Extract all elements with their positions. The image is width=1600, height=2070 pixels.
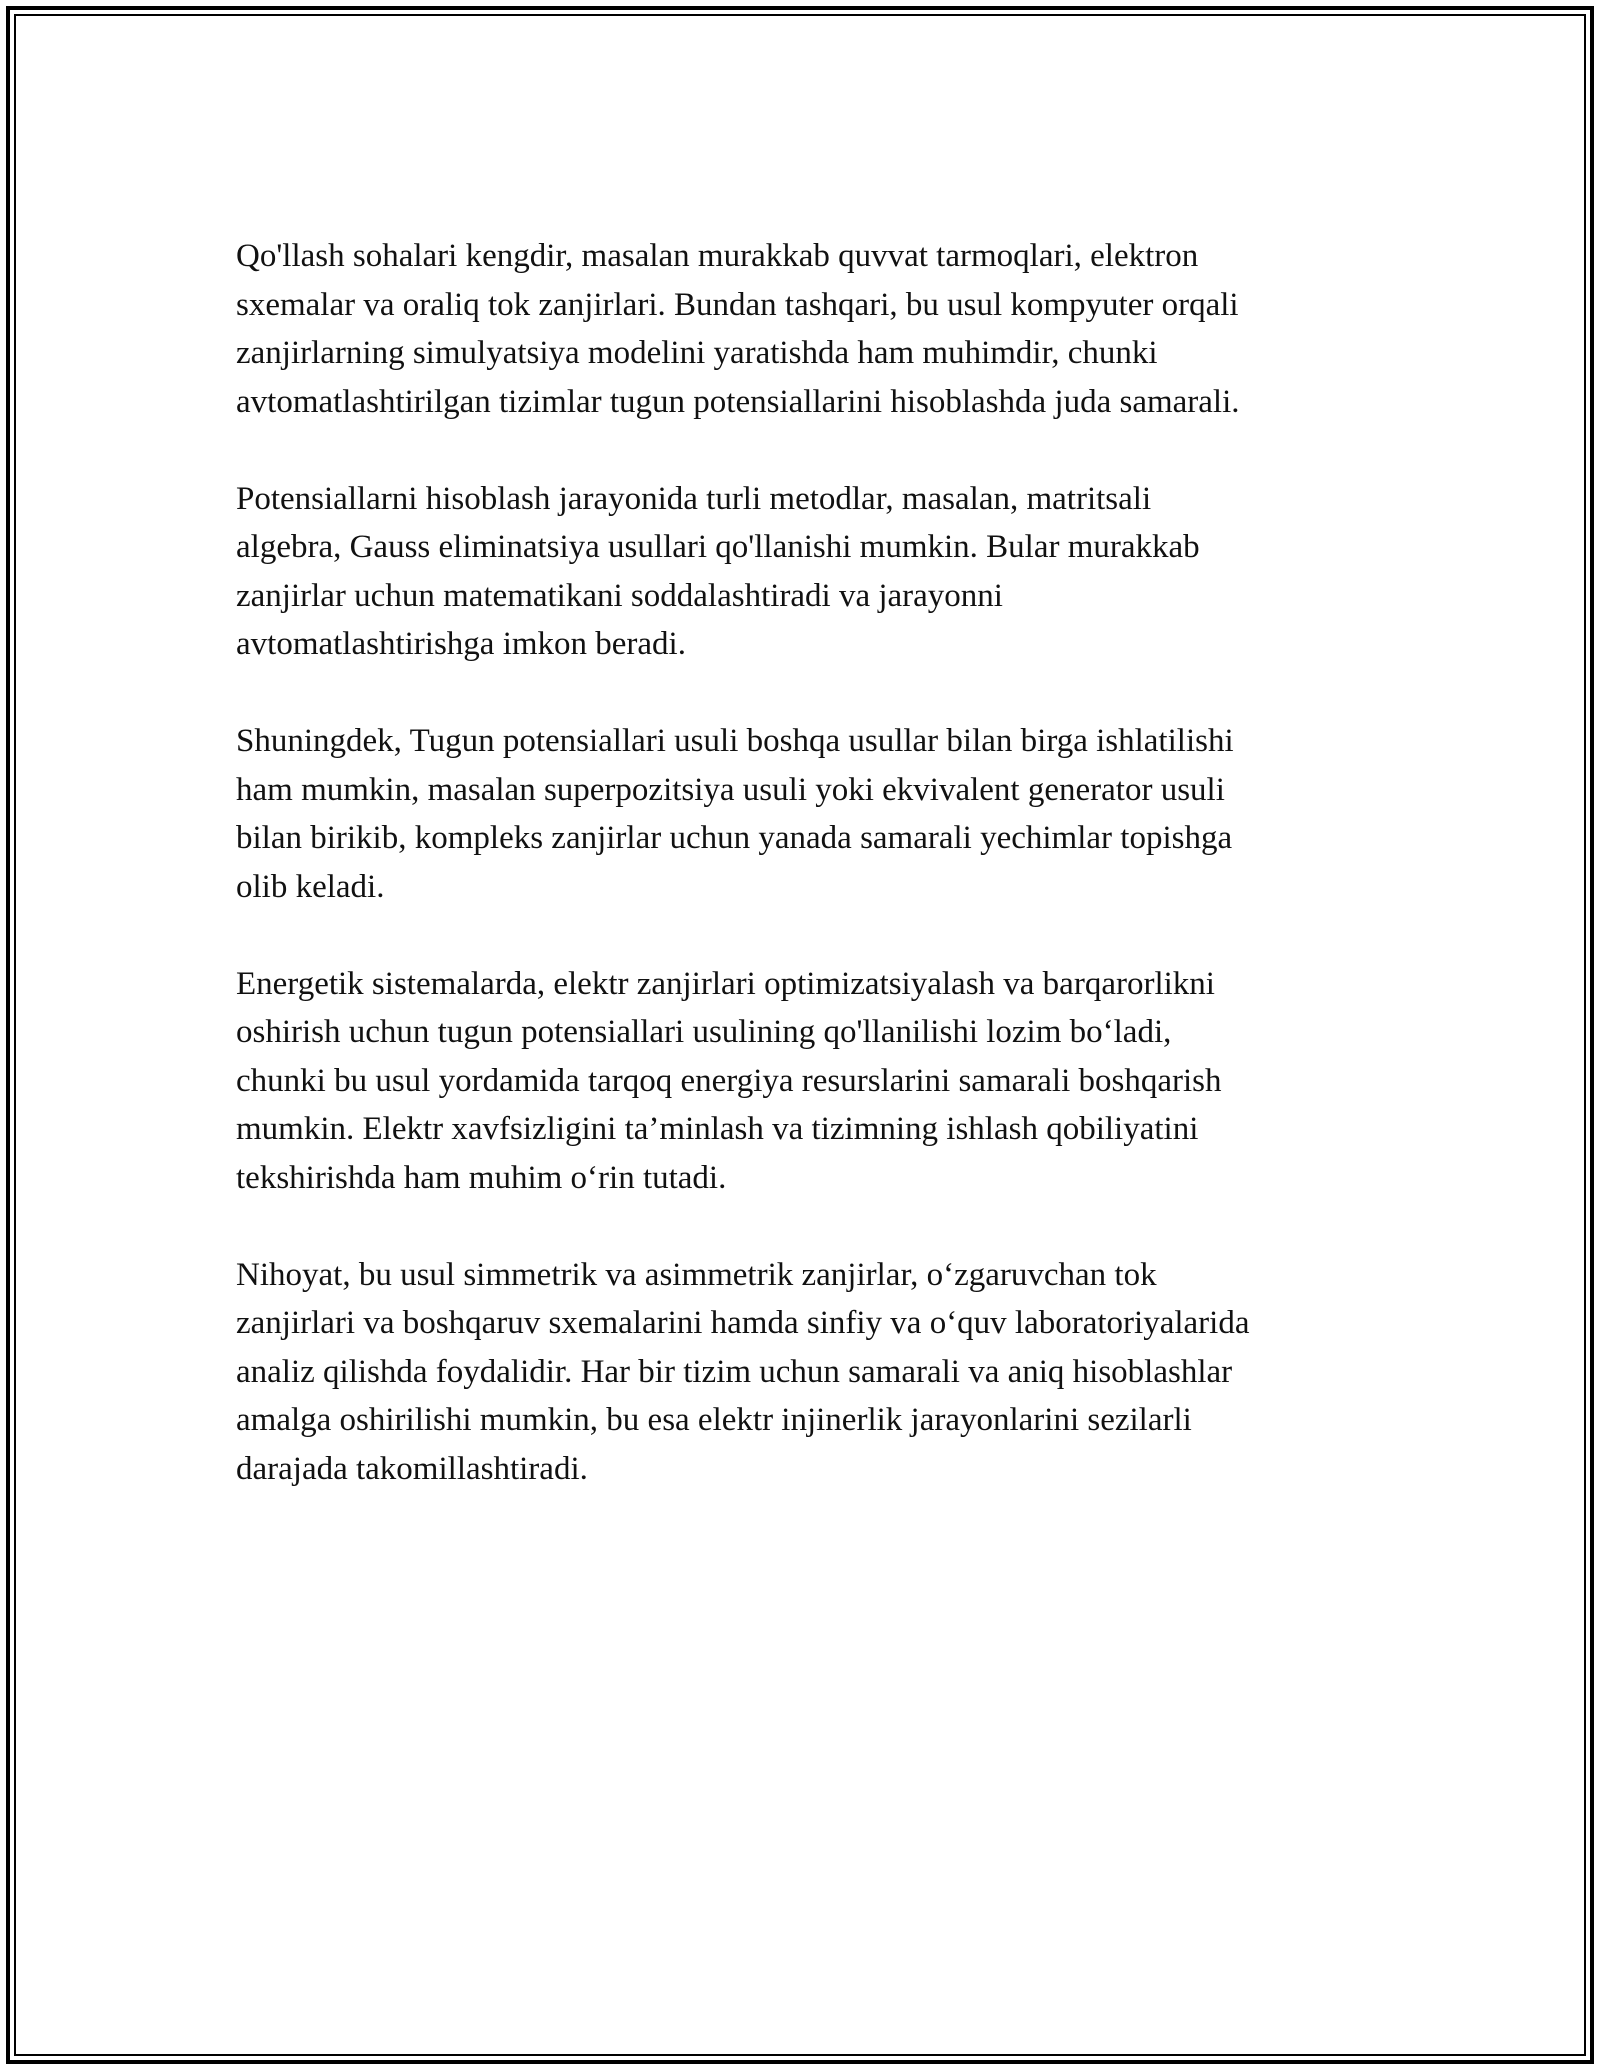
text-line: Qo'llash sohalari kengdir, masalan murakkab quvvat tarmoqlari, elektron xyxy=(236,238,1199,274)
paragraph-1 xyxy=(236,232,1376,426)
text-line: zanjirlari va boshqaruv sxemalarini hamda sinfiy va o‘quv laboratoriyalarida xyxy=(236,1305,1250,1341)
text-line: avtomatlashtirilgan tizimlar tugun potensiallarini hisoblashda juda samarali. xyxy=(236,383,1240,420)
text-line: algebra, Gauss eliminatsiya usullari qo'llanishi mumkin. Bular murakkab xyxy=(236,529,1200,565)
text-line: amalga oshirilishi mumkin, bu esa elektr injinerlik jarayonlarini sezilarli xyxy=(236,1402,1192,1438)
text-line: zanjirlarning simulyatsiya modelini yaratishda ham muhimdir, chunki xyxy=(236,335,1158,371)
text-line: chunki bu usul yordamida tarqoq energiya resurslarini samarali boshqarish xyxy=(236,1062,1222,1099)
text-line: sxemalar va oraliq tok zanjirlari. Bundan tashqari, bu usul kompyuter orqali xyxy=(236,286,1239,323)
text-line: bilan birikib, kompleks zanjirlar uchun yanada samarali yechimlar topishga xyxy=(236,820,1233,856)
text-line: ham mumkin, masalan superpozitsiya usuli yoki ekvivalent generator usuli xyxy=(236,771,1225,808)
text-line: avtomatlashtirishga imkon beradi. xyxy=(236,626,686,662)
text-line: darajada takomillashtiradi. xyxy=(236,1450,588,1487)
text-line: Nihoyat, bu usul simmetrik va asimmetrik zanjirlar, o‘zgaruvchan tok xyxy=(236,1256,1157,1293)
text-line: oshirish uchun tugun potensiallari usulining qo'llanilishi lozim bo‘ladi, xyxy=(236,1014,1172,1050)
text-line: zanjirlar uchun matematikani soddalashtiradi va jarayonni xyxy=(236,577,1003,614)
text-line: olib keladi. xyxy=(236,868,385,905)
text-line: Energetik sistemalarda, elektr zanjirlari optimizatsiyalash va barqarorlikni xyxy=(236,965,1215,1002)
paragraph-3 xyxy=(236,717,1376,911)
text-line: Potensiallarni hisoblash jarayonida turli metodlar, masalan, matritsali xyxy=(236,480,1152,517)
text-line: Shuningdek, Tugun potensiallari usuli boshqa usullar bilan birga ishlatilishi xyxy=(236,723,1234,759)
text-line: tekshirishda ham muhim o‘rin tutadi. xyxy=(236,1159,727,1196)
paragraph-5 xyxy=(236,1251,1376,1494)
document-body xyxy=(236,232,1376,1542)
text-line: mumkin. Elektr xavfsizligini ta’minlash va tizimning ishlash qobiliyatini xyxy=(236,1111,1199,1147)
text-line: analiz qilishda foydalidir. Har bir tizim uchun samarali va aniq hisoblashlar xyxy=(236,1353,1233,1390)
paragraph-2 xyxy=(236,475,1376,669)
paragraph-4 xyxy=(236,960,1376,1203)
